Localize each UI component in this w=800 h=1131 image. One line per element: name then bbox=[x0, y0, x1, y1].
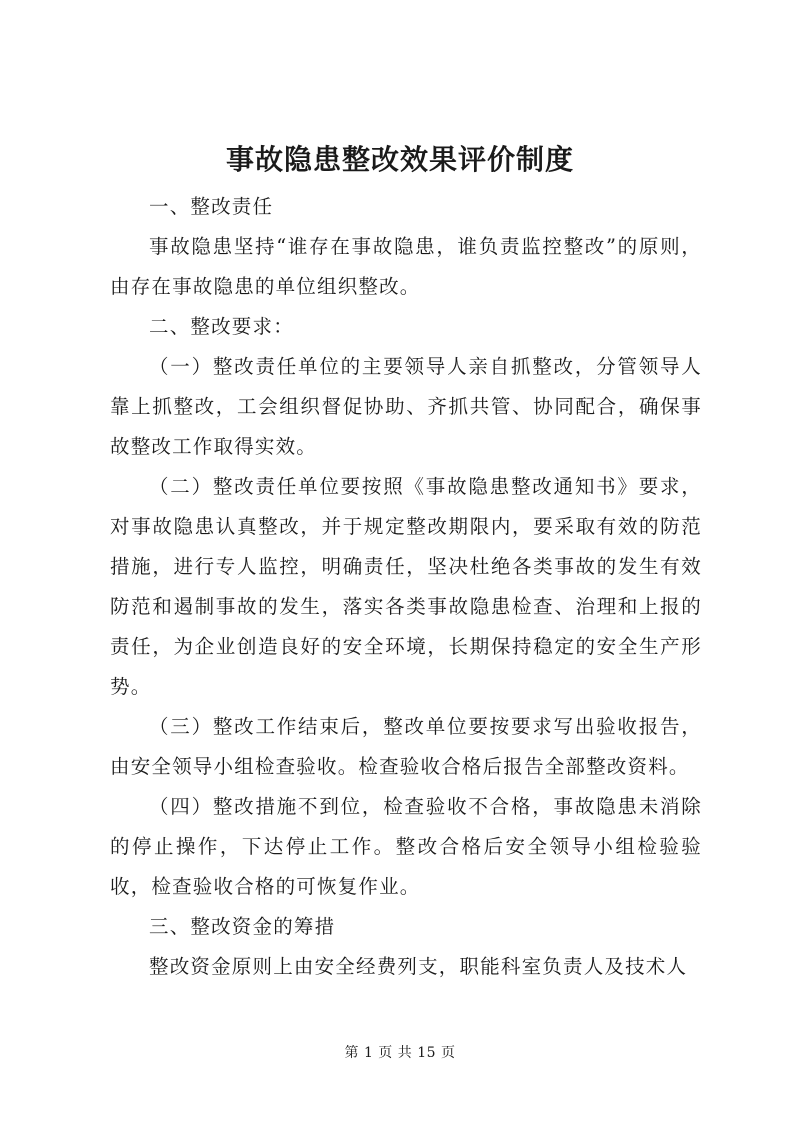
paragraph-requirement-1: （一）整改责任单位的主要领导人亲自抓整改，分管领导人靠上抓整改，工会组织督促协助、齐抓共管、协同配合，确保事故整改工作取得实效。 bbox=[110, 355, 702, 458]
paragraph-requirement-3: （三）整改工作结束后，整改单位要按要求写出验收报告，由安全领导小组检查验收。检查验收合格后报告全部整改资料。 bbox=[110, 715, 702, 778]
paragraph-requirement-4: （四）整改措施不到位，检查验收不合格，事故隐患未消除的停止操作，下达停止工作。整改合格后安全领导小组检验验收，检查验收合格的可恢复作业。 bbox=[110, 795, 702, 898]
section-heading-responsibility: 一、整改责任 bbox=[149, 195, 274, 218]
page-number-footer: 第 1 页 共 15 页 bbox=[344, 1045, 456, 1061]
paragraph-funding: 整改资金原则上由安全经费列支，职能科室负责人及技术人 bbox=[149, 955, 688, 978]
paragraph-requirement-2: （二）整改责任单位要按照《事故隐患整改通知书》要求，对事故隐患认真整改，并于规定整改期限内，要采取有效的防范措施，进行专人监控，明确责任，坚决杜绝各类事故的发生有效防范和遏制事故的发生，落实各类事故隐患检查、治理和上报的责任，为企业创造良好的安全环境，长期保持稳定的安全生产形势。 bbox=[110, 475, 702, 698]
document-title: 事故隐患整改效果评价制度 bbox=[225, 143, 574, 176]
document-body bbox=[110, 187, 702, 987]
section-heading-funding: 三、整改资金的筹措 bbox=[149, 915, 336, 938]
paragraph-responsibility: 事故隐患坚持“谁存在事故隐患，谁负责监控整改”的原则，由存在事故隐患的单位组织整改。 bbox=[110, 235, 702, 298]
section-heading-requirements: 二、整改要求： bbox=[149, 315, 294, 338]
